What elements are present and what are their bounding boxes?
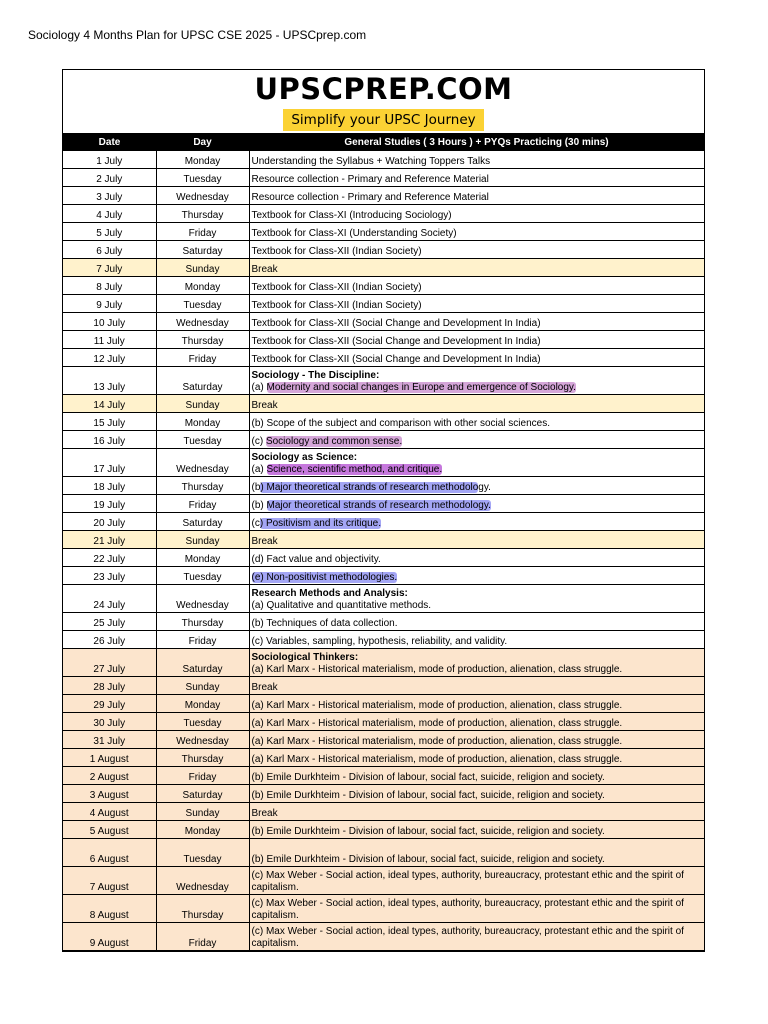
topic-text: (a) Qualitative and quantitative methods. [251, 600, 432, 611]
cell-date: 21 July [63, 531, 156, 549]
cell-date: 11 July [63, 331, 156, 349]
cell-date: 28 July [63, 677, 156, 695]
topic-text: Textbook for Class-XII (Social Change and Development In India) [251, 336, 541, 347]
topic-text: Textbook for Class-XII (Indian Society) [251, 282, 422, 293]
schedule-body [63, 151, 704, 951]
schedule-sheet [62, 69, 705, 952]
cell-day: Thursday [156, 331, 249, 349]
table-row [63, 585, 704, 613]
cell-topic [249, 169, 704, 187]
cell-topic [249, 241, 704, 259]
table-row [63, 867, 704, 895]
cell-day: Wednesday [156, 313, 249, 331]
table-row [63, 477, 704, 495]
topic-suffix: gy. [478, 482, 491, 493]
table-row [63, 395, 704, 413]
cell-topic [249, 549, 704, 567]
topic-text: (b) Scope of the subject and comparison with other social sciences. [251, 418, 550, 429]
cell-topic [249, 867, 704, 895]
cell-day: Thursday [156, 895, 249, 923]
topic-text: (c) Max Weber - Social action, ideal types, authority, bureaucracy, protestant ethic and the spirit of capitalism. [251, 926, 684, 949]
cell-topic [249, 649, 704, 677]
cell-topic [249, 295, 704, 313]
topic-text: Textbook for Class-XII (Indian Society) [251, 246, 422, 257]
topic-text: (a) Karl Marx - Historical materialism, mode of production, alienation, class struggle. [251, 718, 623, 729]
cell-day: Thursday [156, 613, 249, 631]
cell-topic [249, 803, 704, 821]
topic-text: Break [251, 400, 278, 411]
cell-topic [249, 895, 704, 923]
table-row [63, 531, 704, 549]
topic-text: (c) Max Weber - Social action, ideal types, authority, bureaucracy, protestant ethic and the spirit of capitalism. [251, 870, 684, 893]
cell-day: Monday [156, 277, 249, 295]
topic-text: Resource collection - Primary and Reference Material [251, 192, 489, 203]
cell-topic [249, 313, 704, 331]
cell-date: 31 July [63, 731, 156, 749]
table-row [63, 839, 704, 867]
cell-date: 6 July [63, 241, 156, 259]
cell-topic [249, 749, 704, 767]
topic-text: (b) Emile Durkhteim - Division of labour, social fact, suicide, religion and society. [251, 790, 605, 801]
topic-text: ) Major theoretical strands of research methodolo [260, 482, 479, 493]
cell-date: 30 July [63, 713, 156, 731]
topic-text: (a) Karl Marx - Historical materialism, mode of production, alienation, class struggle. [251, 754, 623, 765]
cell-day: Sunday [156, 395, 249, 413]
cell-day: Friday [156, 631, 249, 649]
cell-day: Monday [156, 413, 249, 431]
cell-day: Saturday [156, 241, 249, 259]
table-row [63, 413, 704, 431]
table-row [63, 549, 704, 567]
table-row [63, 567, 704, 585]
cell-date: 27 July [63, 649, 156, 677]
cell-topic [249, 713, 704, 731]
cell-day: Thursday [156, 749, 249, 767]
cell-date: 2 July [63, 169, 156, 187]
cell-topic [249, 431, 704, 449]
cell-topic [249, 205, 704, 223]
cell-topic [249, 349, 704, 367]
topic-text: Textbook for Class-XII (Social Change and Development In India) [251, 354, 541, 365]
cell-date: 4 August [63, 803, 156, 821]
table-row [63, 169, 704, 187]
table-row [63, 803, 704, 821]
cell-topic [249, 785, 704, 803]
cell-date: 14 July [63, 395, 156, 413]
topic-text: Major theoretical strands of research methodology. [266, 500, 491, 511]
table-row [63, 259, 704, 277]
topic-text: (a) Karl Marx - Historical materialism, mode of production, alienation, class struggle. [251, 664, 623, 675]
cell-topic [249, 223, 704, 241]
table-row [63, 785, 704, 803]
cell-topic [249, 277, 704, 295]
cell-topic [249, 395, 704, 413]
table-row [63, 241, 704, 259]
cell-topic [249, 413, 704, 431]
table-row [63, 767, 704, 785]
topic-text: Textbook for Class-XI (Understanding Society) [251, 228, 457, 239]
cell-date: 25 July [63, 613, 156, 631]
topic-text: (b) Emile Durkhteim - Division of labour, social fact, suicide, religion and society. [251, 854, 605, 865]
topic-text: Break [251, 264, 278, 275]
cell-day: Saturday [156, 649, 249, 677]
cell-day: Tuesday [156, 295, 249, 313]
cell-date: 12 July [63, 349, 156, 367]
section-heading: Sociology as Science: [251, 452, 358, 463]
cell-topic [249, 585, 704, 613]
cell-topic [249, 677, 704, 695]
cell-day: Wednesday [156, 867, 249, 895]
cell-day: Monday [156, 549, 249, 567]
cell-date: 16 July [63, 431, 156, 449]
topic-text: Understanding the Syllabus + Watching Toppers Talks [251, 156, 491, 167]
cell-date: 13 July [63, 367, 156, 395]
cell-date: 26 July [63, 631, 156, 649]
header-date: Date [63, 134, 156, 151]
table-row [63, 731, 704, 749]
topic-prefix: (a) [251, 382, 267, 393]
table-row [63, 205, 704, 223]
cell-day: Tuesday [156, 169, 249, 187]
schedule-table [63, 134, 704, 951]
table-row [63, 187, 704, 205]
cell-day: Tuesday [156, 431, 249, 449]
cell-topic [249, 731, 704, 749]
cell-date: 1 July [63, 151, 156, 169]
table-row [63, 223, 704, 241]
topic-text: (b) Emile Durkhteim - Division of labour, social fact, suicide, religion and society. [251, 772, 605, 783]
topic-prefix: (a) [251, 464, 267, 475]
cell-topic [249, 367, 704, 395]
cell-date: 4 July [63, 205, 156, 223]
topic-text: (a) Karl Marx - Historical materialism, mode of production, alienation, class struggle. [251, 736, 623, 747]
cell-date: 8 August [63, 895, 156, 923]
cell-date: 10 July [63, 313, 156, 331]
topic-prefix: (b [251, 482, 261, 493]
cell-date: 17 July [63, 449, 156, 477]
cell-day: Saturday [156, 367, 249, 395]
cell-day: Wednesday [156, 585, 249, 613]
header-topic: General Studies ( 3 Hours ) + PYQs Practicing (30 mins) [249, 134, 704, 151]
cell-date: 3 July [63, 187, 156, 205]
cell-topic [249, 839, 704, 867]
cell-day: Friday [156, 349, 249, 367]
cell-day: Sunday [156, 259, 249, 277]
cell-topic [249, 695, 704, 713]
topic-text: Modernity and social changes in Europe and emergence of Sociology. [266, 382, 576, 393]
cell-topic [249, 531, 704, 549]
cell-date: 2 August [63, 767, 156, 785]
cell-date: 5 August [63, 821, 156, 839]
topic-text: (a) Karl Marx - Historical materialism, mode of production, alienation, class struggle. [251, 700, 623, 711]
cell-topic [249, 151, 704, 169]
table-row [63, 313, 704, 331]
cell-day: Tuesday [156, 713, 249, 731]
cell-date: 9 July [63, 295, 156, 313]
section-heading: Research Methods and Analysis: [251, 588, 408, 599]
topic-text: (d) Fact value and objectivity. [251, 554, 381, 565]
cell-topic [249, 821, 704, 839]
topic-text: Textbook for Class-XII (Social Change and Development In India) [251, 318, 541, 329]
topic-text: Sociology and common sense. [265, 436, 403, 447]
cell-topic [249, 513, 704, 531]
table-row [63, 151, 704, 169]
topic-prefix: (b) [251, 500, 267, 511]
topic-text: (c) Max Weber - Social action, ideal types, authority, bureaucracy, protestant ethic and the spirit of capitalism. [251, 898, 684, 921]
table-row [63, 277, 704, 295]
cell-topic [249, 631, 704, 649]
topic-text: Resource collection - Primary and Reference Material [251, 174, 489, 185]
cell-date: 8 July [63, 277, 156, 295]
cell-day: Saturday [156, 785, 249, 803]
topic-prefix: (c) [251, 436, 266, 447]
topic-text: (b) Techniques of data collection. [251, 618, 398, 629]
cell-topic [249, 613, 704, 631]
table-row [63, 713, 704, 731]
section-heading: Sociological Thinkers: [251, 652, 359, 663]
cell-date: 22 July [63, 549, 156, 567]
table-row [63, 431, 704, 449]
tagline-banner: Simplify your UPSC Journey [283, 109, 483, 131]
cell-day: Friday [156, 495, 249, 513]
table-header-row [63, 134, 704, 151]
topic-text: Textbook for Class-XI (Introducing Sociology) [251, 210, 452, 221]
brand-logo: UPSCPREP.COM [254, 72, 513, 106]
cell-date: 23 July [63, 567, 156, 585]
cell-day: Monday [156, 695, 249, 713]
cell-date: 9 August [63, 923, 156, 951]
cell-date: 29 July [63, 695, 156, 713]
cell-topic [249, 187, 704, 205]
table-row [63, 349, 704, 367]
topic-text: Break [251, 536, 278, 547]
table-row [63, 613, 704, 631]
cell-date: 24 July [63, 585, 156, 613]
table-row [63, 513, 704, 531]
table-row [63, 631, 704, 649]
cell-topic [249, 567, 704, 585]
cell-day: Monday [156, 821, 249, 839]
cell-day: Wednesday [156, 731, 249, 749]
cell-date: 20 July [63, 513, 156, 531]
cell-day: Saturday [156, 513, 249, 531]
cell-day: Friday [156, 223, 249, 241]
cell-topic [249, 449, 704, 477]
table-row [63, 495, 704, 513]
cell-topic [249, 259, 704, 277]
table-row [63, 331, 704, 349]
cell-date: 7 July [63, 259, 156, 277]
cell-day: Thursday [156, 477, 249, 495]
cell-day: Friday [156, 923, 249, 951]
topic-text: (e) Non-positivist methodologies. [251, 572, 398, 583]
cell-day: Thursday [156, 205, 249, 223]
table-row [63, 449, 704, 477]
cell-day: Sunday [156, 803, 249, 821]
section-heading: Sociology - The Discipline: [251, 370, 380, 381]
topic-text: ) Positivism and its critique. [259, 518, 381, 529]
cell-day: Sunday [156, 531, 249, 549]
cell-topic [249, 331, 704, 349]
topic-text: (c) Variables, sampling, hypothesis, reliability, and validity. [251, 636, 508, 647]
cell-date: 7 August [63, 867, 156, 895]
topic-text: Break [251, 682, 278, 693]
cell-day: Friday [156, 767, 249, 785]
cell-date: 19 July [63, 495, 156, 513]
cell-day: Tuesday [156, 567, 249, 585]
topic-text: (b) Emile Durkhteim - Division of labour, social fact, suicide, religion and society. [251, 826, 605, 837]
cell-date: 1 August [63, 749, 156, 767]
cell-topic [249, 495, 704, 513]
cell-day: Wednesday [156, 449, 249, 477]
header-day: Day [156, 134, 249, 151]
cell-day: Monday [156, 151, 249, 169]
cell-date: 18 July [63, 477, 156, 495]
cell-date: 5 July [63, 223, 156, 241]
table-row [63, 749, 704, 767]
brand-header [63, 70, 704, 134]
cell-day: Tuesday [156, 839, 249, 867]
topic-prefix: (c [251, 518, 260, 529]
table-row [63, 923, 704, 951]
table-row [63, 295, 704, 313]
cell-date: 15 July [63, 413, 156, 431]
table-row [63, 367, 704, 395]
table-row [63, 895, 704, 923]
table-row [63, 649, 704, 677]
topic-text: Textbook for Class-XII (Indian Society) [251, 300, 422, 311]
cell-day: Wednesday [156, 187, 249, 205]
topic-text: Break [251, 808, 278, 819]
table-row [63, 695, 704, 713]
topic-text: Science, scientific method, and critique. [266, 464, 443, 475]
cell-topic [249, 767, 704, 785]
cell-topic [249, 477, 704, 495]
document-title: Sociology 4 Months Plan for UPSC CSE 2025 - UPSCprep.com [28, 28, 367, 42]
cell-topic [249, 923, 704, 951]
table-row [63, 677, 704, 695]
cell-date: 3 August [63, 785, 156, 803]
table-row [63, 821, 704, 839]
cell-day: Sunday [156, 677, 249, 695]
cell-date: 6 August [63, 839, 156, 867]
